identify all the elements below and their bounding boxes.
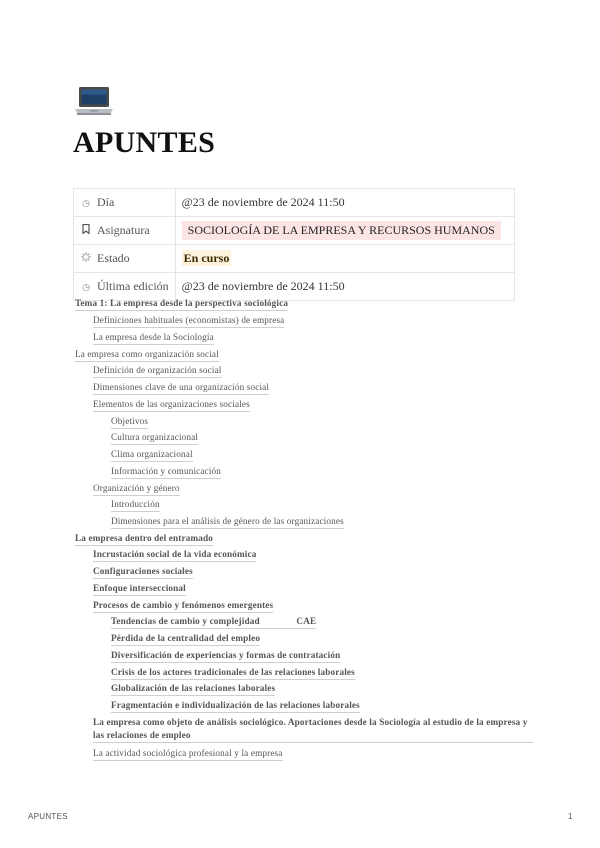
clock-icon: ◷ [82, 282, 90, 292]
property-value[interactable] [175, 245, 514, 273]
toc-link[interactable]: Definiciones habituales (economistas) de empresa [93, 314, 284, 328]
toc-link[interactable]: La empresa dentro del entramado [75, 532, 213, 546]
toc-link[interactable]: Configuraciones sociales [93, 565, 193, 579]
property-key [74, 245, 176, 273]
toc-link[interactable]: Globalización de las relaciones laborales [111, 682, 275, 696]
spinner-icon [80, 252, 92, 264]
toc-link[interactable]: Organización y género [93, 482, 180, 496]
property-value[interactable] [175, 217, 514, 245]
property-label: Última edición [97, 279, 169, 293]
toc-link[interactable]: Introducción [111, 498, 160, 512]
footer-title: APUNTES [28, 812, 68, 821]
toc-link[interactable]: Información y comunicación [111, 465, 221, 479]
toc-link[interactable]: Procesos de cambio y fenómenos emergentes [93, 599, 273, 613]
toc-link[interactable]: Clima organizacional [111, 448, 193, 462]
property-row-estado [74, 245, 515, 273]
property-row-asignatura [74, 217, 515, 245]
toc-link[interactable]: Crisis de los actores tradicionales de las relaciones laborales [111, 666, 355, 680]
property-value[interactable]: @23 de noviembre de 2024 11:50 [175, 189, 514, 217]
properties-table [73, 188, 515, 301]
laptop-icon [74, 84, 114, 120]
toc-link[interactable]: Elementos de las organizaciones sociales [93, 398, 250, 412]
toc-link[interactable]: Dimensiones clave de una organización social [93, 381, 269, 395]
toc-link[interactable]: Pérdida de la centralidad del empleo [111, 632, 260, 646]
property-label: Asignatura [97, 223, 150, 237]
page-number: 1 [568, 812, 573, 821]
toc-link[interactable]: Fragmentación e individualización de las relaciones laborales [111, 699, 360, 713]
toc-link[interactable]: Diversificación de experiencias y formas de contratación [111, 649, 340, 663]
property-row-dia [74, 189, 515, 217]
page-title: APUNTES [73, 126, 216, 159]
status-badge[interactable]: En curso [183, 251, 230, 265]
toc-link[interactable]: Objetivos [111, 415, 148, 429]
property-key [74, 217, 176, 245]
toc-link[interactable]: La empresa desde la Sociología [93, 331, 214, 345]
property-key [74, 189, 176, 217]
toc-link[interactable]: Definición de organización social [93, 364, 222, 378]
property-label: Día [97, 195, 115, 209]
toc-link[interactable]: La empresa como organización social [75, 348, 219, 362]
toc-link[interactable]: Cultura organizacional [111, 431, 198, 445]
toc-link[interactable]: Incrustación social de la vida económica [93, 548, 256, 562]
toc-link[interactable]: Tema 1: La empresa desde la perspectiva sociológica [75, 297, 288, 311]
bookmark-icon [80, 224, 92, 236]
toc-link[interactable]: La actividad sociológica profesional y la empresa [93, 747, 283, 761]
toc-link[interactable]: Dimensiones para el análisis de género de las organizaciones [111, 515, 344, 529]
clock-icon: ◷ [82, 198, 90, 208]
toc-link[interactable]: La empresa como objeto de análisis sociológico. Aportaciones desde la Sociología al estudio de la empresa y las relaciones de empleo [93, 716, 533, 743]
subject-tag[interactable]: SOCIOLOGÍA DE LA EMPRESA Y RECURSOS HUMANOS [182, 221, 501, 240]
property-label: Estado [97, 251, 130, 265]
toc-link[interactable]: Tendencias de cambio y complejidad CAE [111, 615, 316, 629]
toc-link[interactable]: Enfoque interseccional [93, 582, 186, 596]
property-value: @23 de noviembre de 2024 11:50 [175, 273, 514, 301]
